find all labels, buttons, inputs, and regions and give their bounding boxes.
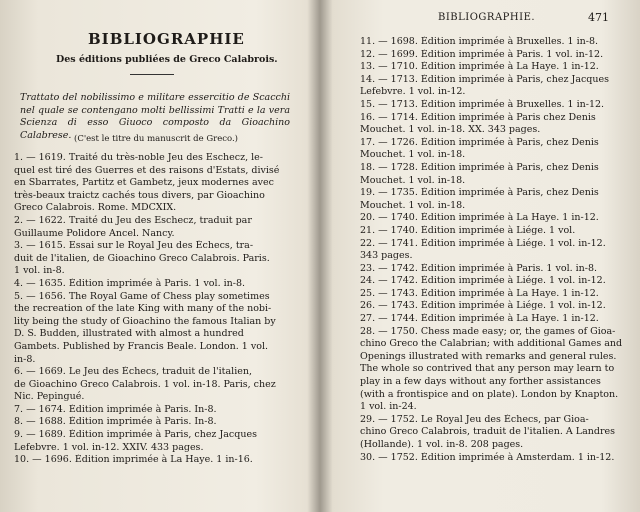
text-line: Mouchet. 1 vol. in-18. (360, 174, 466, 186)
page-subtitle: Des éditions publiées de Greco Calabrois. (56, 54, 278, 65)
text-line: Mouchet. 1 vol. in-18. XX. 343 pages. (360, 124, 541, 136)
text-line: 11. — 1698. Édition imprimée à Bruxelles. 1 in-8. (360, 36, 599, 47)
intro-note: (C'est le titre du manuscrit de Greco.) (74, 134, 238, 144)
page-number: 471 (588, 11, 609, 24)
text-line: 30. — 1752. Édition imprimée à Amsterdam. 1 in-12. (360, 451, 615, 463)
text-line: 8. — 1688. Édition imprimée à Paris. In-8. (14, 416, 217, 428)
text-line: 7. — 1674. Édition imprimée à Paris. In-8. (14, 403, 217, 415)
text-line: 19. — 1735. Édition imprimée à Paris, chez Denis (360, 187, 599, 199)
text-line: 17. — 1726. Édition imprimée à Paris, chez Denis (360, 136, 599, 148)
text-line: 15. — 1713. Édition imprimée à Bruxelles. 1 in-12. (360, 98, 605, 110)
text-line: 2. — 1622. Traité du Jeu des Eschecz, traduit par (14, 214, 252, 226)
text-line: duit de l'italien, de Gioachino Greco Calabrois. Paris. (14, 252, 270, 264)
page-title: BIBLIOGRAPHIE (88, 30, 245, 48)
text-line: 3. — 1615. Essai sur le Royal Jeu des Échecs, tra- (14, 240, 254, 252)
text-line: 4. — 1635. Édition imprimée à Paris. 1 vol. in-8. (14, 277, 246, 289)
text-line: Mouchet. 1 vol. in-18. (360, 149, 466, 161)
text-line: Gambets. Published by Francis Beale. London. 1 vol. (14, 340, 268, 352)
text-line: Nic. Pepingué. (14, 391, 85, 403)
text-line: 13. — 1710. Édition imprimée à La Haye. 1 in-12. (360, 61, 599, 73)
left-page (0, 0, 318, 512)
text-line: 16. — 1714. Édition imprimée à Paris chez Denis (360, 111, 596, 123)
text-line: lity being the study of Gioachino the famous Italian by (14, 315, 276, 327)
text-line: 29. — 1752. Le Royal Jeu des Échecs, par Gioa- (360, 413, 589, 425)
divider (130, 74, 174, 75)
text-line: 23. — 1742. Édition imprimée à Paris. 1 vol. in-8. (360, 262, 598, 274)
intro-paragraph: Trattato del nobilissimo e militare essercitio de Scacchi nel quale se contengano molti bellissimi Tratti e la vera Scienza di esso Giuoco composto da Gioachino Calabrese. (20, 92, 290, 141)
text-line: play in a few days without any forther assistances (360, 376, 601, 388)
text-line: 20. — 1740. Édition imprimée à La Haye. 1 in-12. (360, 212, 599, 224)
text-line: Openings illustrated with remarks and general rules. (360, 350, 617, 362)
text-line: 21. — 1740. Édition imprimée à Liége. 1 vol. (360, 224, 576, 236)
text-line: Lefebvre. 1 vol. in-12. XXIV. 433 pages. (14, 441, 204, 453)
text-line: 1 vol. in-24. (360, 401, 417, 413)
text-line: 26. — 1743. Édition imprimée à Liége. 1 vol. in-12. (360, 300, 606, 312)
text-line: (Hollande). 1 vol. in-8. 208 pages. (360, 439, 524, 450)
text-line: 1. — 1619. Traité du très-noble Jeu des Eschecz, le- (14, 152, 264, 163)
text-line: 18. — 1728. Édition imprimée à Paris, chez Denis (360, 161, 599, 173)
text-line: 28. — 1750. Chess made easy; or, the games of Gioa- (360, 325, 616, 337)
text-line: 12. — 1699. Édition imprimée à Paris. 1 vol. in-12. (360, 48, 604, 60)
text-line: 24. — 1742. Édition imprimée à Liége. 1 vol. in-12. (360, 275, 606, 287)
right-page (322, 0, 640, 512)
text-line: chino Greco Calabrois, traduit de l'italien. A Landres (360, 426, 616, 438)
text-line: 10. — 1696. Édition imprimée à La Haye. 1 in-16. (14, 454, 253, 466)
bibliography-list-left (14, 152, 300, 467)
text-line: 9. — 1689. Édition imprimée à Paris, chez Jacques (14, 429, 257, 441)
text-line: 6. — 1669. Le Jeu des Échecs, traduit de l'italien, (14, 366, 252, 378)
text-line: Greco Calabrois. Rome. MDCXIX. (14, 202, 177, 214)
text-line: Lefebvre. 1 vol. in-12. (360, 86, 466, 98)
text-line: quel est tiré des Guerres et des raisons d'Estats, divisé (14, 164, 280, 176)
running-head: BIBLIOGRAPHIE. (438, 12, 536, 23)
text-line: Mouchet. 1 vol. in-18. (360, 199, 466, 211)
text-line: the recreation of the late King with many of the nobi- (14, 303, 272, 315)
text-line: chino Greco the Calabrian; with additional Games and (360, 338, 623, 350)
text-line: 22. — 1741. Édition imprimée à Liége. 1 vol. in-12. (360, 237, 606, 249)
text-line: 1 vol. in-8. (14, 265, 65, 277)
text-line: 14. — 1713. Édition imprimée à Paris, chez Jacques (360, 73, 609, 85)
text-line: 25. — 1743. Édition imprimée à La Haye. 1 in-12. (360, 287, 599, 299)
text-line: (with a frontispice and on plate). London by Knapton. (360, 388, 619, 400)
text-line: très-beaux traictz cachés tous divers, par Gioachino (14, 189, 265, 201)
text-line: The whole so contrived that any person may learn to (360, 363, 615, 375)
text-line: Guillaume Polidore Ancel. Nancy. (14, 227, 175, 239)
text-line: de Gioachino Greco Calabrois. 1 vol. in-18. Paris, chez (14, 378, 276, 390)
text-line: 5. — 1656. The Royal Game of Chess play sometimes (14, 290, 270, 302)
text-line: in-8. (14, 353, 36, 365)
text-line: 27. — 1744. Édition imprimée à La Haye. 1 in-12. (360, 313, 599, 325)
text-line: en Sbarrates, Partitz et Gambetz, jeux modernes avec (14, 177, 274, 189)
text-line: 343 pages. (360, 250, 413, 262)
text-line: D. S. Budden, illustrated with almost a hundred (14, 328, 244, 340)
bibliography-list-right (360, 36, 626, 464)
